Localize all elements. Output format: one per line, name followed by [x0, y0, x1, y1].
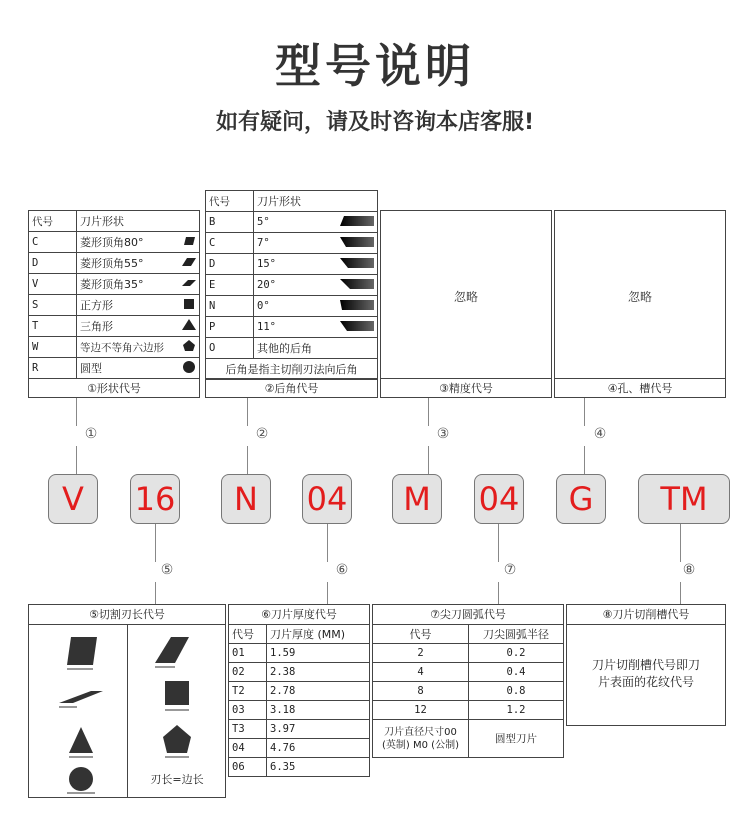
table-row [229, 701, 370, 720]
connector-line [680, 524, 681, 562]
table-row [206, 233, 378, 254]
rhombus-35-icon [179, 274, 200, 295]
connector-line [327, 524, 328, 562]
table-row [29, 337, 200, 358]
clearance-code-panel [205, 190, 378, 398]
hole-panel [554, 210, 726, 398]
shape-desc: 三角形 [77, 316, 180, 337]
table-row [206, 212, 378, 233]
table-row [206, 317, 378, 338]
shape-code: S [29, 295, 77, 316]
table-row [29, 274, 200, 295]
radius-value: 0.4 [469, 663, 564, 682]
clearance-code: E [206, 275, 254, 296]
shape-desc: 圆型 [77, 358, 180, 379]
rhombus-55-icon [155, 637, 189, 667]
shape-code: R [29, 358, 77, 379]
clearance-head-desc: 刀片形状 [254, 191, 378, 212]
table-row [206, 338, 378, 359]
tolerance-caption: ③精度代号 [381, 378, 551, 398]
marker-7: ⑦ [503, 562, 517, 578]
square-icon [165, 681, 189, 710]
square-icon [179, 295, 200, 316]
radius-footer-left: 刀片直径尺寸00 (英制) M0 (公制) [373, 720, 469, 758]
marker-3: ③ [436, 426, 450, 442]
clearance-angle: 5° [254, 212, 338, 233]
shape-code: T [29, 316, 77, 337]
tolerance-text: 忽略 [453, 290, 478, 304]
shape-desc: 正方形 [77, 295, 180, 316]
radius-footer-right: 圆型刀片 [469, 720, 564, 758]
page-subtitle: 如有疑问，请及时咨询本店客服! [215, 110, 535, 135]
hexagon-icon [179, 337, 200, 358]
marker-2: ② [255, 426, 269, 442]
table-row [29, 253, 200, 274]
hole-caption: ④孔、槽代号 [555, 378, 725, 398]
table-row [229, 682, 370, 701]
chipbreaker-text: 刀片切削槽代号即刀片表面的花纹代号 [591, 658, 700, 689]
circle-icon [67, 767, 95, 793]
radius-value: 1.2 [469, 701, 564, 720]
triangle-icon [179, 316, 200, 337]
table-row [229, 644, 370, 663]
rhombus-80-icon [179, 232, 200, 253]
clearance-angle: 0° [254, 296, 338, 317]
chipbreaker-title: ⑧刀片切削槽代号 [567, 605, 725, 625]
table-row [206, 275, 378, 296]
thickness-value: 3.97 [267, 720, 370, 739]
code-part-clearance: N [221, 474, 271, 524]
rhombus-35-icon [59, 691, 103, 707]
shape-desc: 等边不等角六边形 [77, 337, 180, 358]
connector-line [498, 582, 499, 604]
connector-line [584, 446, 585, 474]
rhombus-80-icon [67, 637, 97, 669]
table-row [29, 232, 200, 253]
shape-code: W [29, 337, 77, 358]
clearance-angle: 11° [254, 317, 338, 338]
clearance-code: D [206, 254, 254, 275]
page-title: 型号说明 [275, 39, 475, 93]
triangle-icon [69, 727, 93, 757]
connector-line [428, 446, 429, 474]
edge-length-note: 刃长=边长 [150, 773, 204, 786]
shape-desc: 菱形顶角35° [77, 274, 180, 295]
wedge-icon [337, 233, 378, 254]
connector-line [428, 398, 429, 426]
shape-caption: ①形状代号 [29, 378, 199, 398]
shape-code-table [28, 210, 200, 379]
shape-head-code: 代号 [29, 211, 77, 232]
connector-line [680, 582, 681, 604]
connector-line [155, 582, 156, 604]
clearance-angle: 20° [254, 275, 338, 296]
connector-line [247, 398, 248, 426]
table-row [229, 739, 370, 758]
thickness-title: ⑥刀片厚度代号 [229, 605, 369, 625]
tolerance-panel [380, 210, 552, 398]
radius-code: 12 [373, 701, 469, 720]
rhombus-55-icon [179, 253, 200, 274]
code-part-chipbreaker: TM [638, 474, 730, 524]
thickness-value: 2.78 [267, 682, 370, 701]
table-row [29, 295, 200, 316]
clearance-note: 后角是指主切削刃法向后角 [206, 359, 378, 380]
shape-code: D [29, 253, 77, 274]
chipbreaker-panel [566, 604, 726, 726]
table-row [206, 254, 378, 275]
radius-table [372, 624, 564, 758]
clearance-code: C [206, 233, 254, 254]
thickness-code: 03 [229, 701, 267, 720]
table-row [29, 316, 200, 337]
clearance-head-code: 代号 [206, 191, 254, 212]
clearance-angle: 其他的后角 [254, 338, 378, 359]
connector-line [76, 446, 77, 474]
edge-length-panel [28, 604, 226, 798]
table-row [373, 682, 564, 701]
clearance-angle: 15° [254, 254, 338, 275]
marker-5: ⑤ [160, 562, 174, 578]
clearance-angle: 7° [254, 233, 338, 254]
marker-4: ④ [593, 426, 607, 442]
shape-code: C [29, 232, 77, 253]
clearance-caption: ②后角代号 [206, 378, 377, 398]
code-part-shape: V [48, 474, 98, 524]
clearance-code: N [206, 296, 254, 317]
clearance-code-table [205, 190, 378, 380]
thickness-code: 04 [229, 739, 267, 758]
code-part-edge-length: 16 [130, 474, 180, 524]
connector-line [584, 398, 585, 426]
shape-desc: 菱形顶角55° [77, 253, 180, 274]
thickness-value: 6.35 [267, 758, 370, 777]
marker-6: ⑥ [335, 562, 349, 578]
clearance-code: P [206, 317, 254, 338]
shape-code-panel [28, 210, 200, 398]
wedge-icon [337, 254, 378, 275]
shape-code: V [29, 274, 77, 295]
radius-panel [372, 604, 564, 758]
connector-line [327, 582, 328, 604]
radius-code: 2 [373, 644, 469, 663]
circle-icon [179, 358, 200, 379]
hexagon-icon [163, 725, 191, 757]
radius-head-code: 代号 [373, 625, 469, 644]
edge-length-title: ⑤切割刃长代号 [29, 605, 225, 625]
table-row [29, 358, 200, 379]
radius-head-value: 刀尖圆弧半径 [469, 625, 564, 644]
shape-desc: 菱形顶角80° [77, 232, 180, 253]
hole-text: 忽略 [627, 290, 652, 304]
marker-1: ① [84, 426, 98, 442]
marker-8: ⑧ [682, 562, 696, 578]
thickness-code: 06 [229, 758, 267, 777]
clearance-code: B [206, 212, 254, 233]
thickness-code: 01 [229, 644, 267, 663]
clearance-code: O [206, 338, 254, 359]
table-row [206, 296, 378, 317]
thickness-code: T3 [229, 720, 267, 739]
radius-value: 0.8 [469, 682, 564, 701]
table-row [373, 644, 564, 663]
connector-line [76, 398, 77, 426]
radius-code: 4 [373, 663, 469, 682]
thickness-table [228, 624, 370, 777]
table-row [229, 720, 370, 739]
thickness-code: 02 [229, 663, 267, 682]
thickness-head-code: 代号 [229, 625, 267, 644]
thickness-value: 4.76 [267, 739, 370, 758]
table-row [229, 663, 370, 682]
radius-code: 8 [373, 682, 469, 701]
table-row [373, 701, 564, 720]
radius-value: 0.2 [469, 644, 564, 663]
thickness-head-value: 刀片厚度 (MM) [267, 625, 370, 644]
code-part-tolerance: M [392, 474, 442, 524]
connector-line [247, 446, 248, 474]
table-row [229, 758, 370, 777]
connector-line [155, 524, 156, 562]
connector-line [498, 524, 499, 562]
table-row [373, 663, 564, 682]
radius-title: ⑦尖刀圆弧代号 [373, 605, 563, 625]
thickness-code: T2 [229, 682, 267, 701]
code-part-thickness: 04 [302, 474, 352, 524]
wedge-icon [337, 275, 378, 296]
code-part-hole: G [556, 474, 606, 524]
code-part-radius: 04 [474, 474, 524, 524]
wedge-icon [337, 212, 378, 233]
thickness-value: 3.18 [267, 701, 370, 720]
thickness-value: 1.59 [267, 644, 370, 663]
thickness-panel [228, 604, 370, 773]
wedge-icon [337, 317, 378, 338]
shape-head-desc: 刀片形状 [77, 211, 200, 232]
thickness-value: 2.38 [267, 663, 370, 682]
wedge-icon [337, 296, 378, 317]
